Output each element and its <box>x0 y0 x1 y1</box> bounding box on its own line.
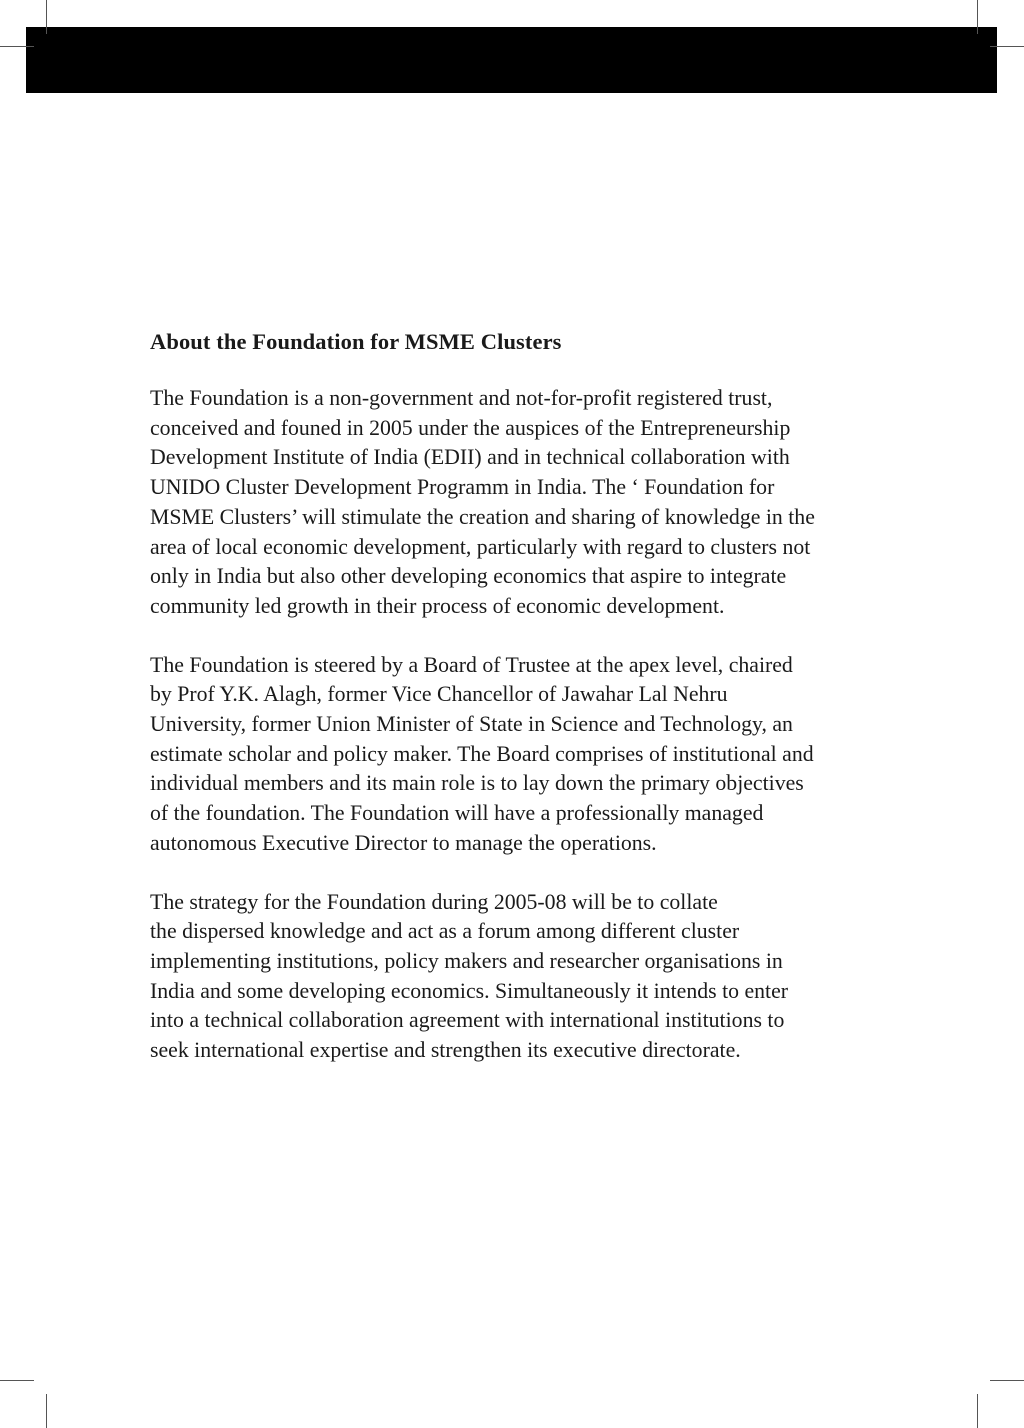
text-line: individual members and its main role is to lay down the primary objectives <box>150 771 804 796</box>
text-line: MSME Clusters’ will stimulate the creation and sharing of knowledge in the <box>150 504 815 529</box>
text-line: The Foundation is steered by a Board of Trustee at the apex level, chaired <box>150 652 793 677</box>
text-line: implementing institutions, policy makers and researcher organisations in <box>150 948 783 973</box>
crop-mark-top-right-vertical <box>977 0 978 34</box>
crop-mark-top-right-horizontal <box>990 46 1024 47</box>
crop-mark-top-left-vertical <box>46 0 47 34</box>
text-line: community led growth in their process of economic development. <box>150 593 725 618</box>
text-line: Development Institute of India (EDII) and in technical collaboration with <box>150 445 790 470</box>
text-line: University, former Union Minister of State in Science and Technology, an <box>150 712 793 737</box>
text-line: the dispersed knowledge and act as a forum among different cluster <box>150 919 740 944</box>
crop-mark-bottom-right-vertical <box>977 1394 978 1428</box>
document-body <box>150 326 910 1095</box>
crop-mark-bottom-left-vertical <box>46 1394 47 1428</box>
paragraph-1 <box>150 384 910 622</box>
text-line: The Foundation is a non-government and not-for-profit registered trust, <box>150 386 773 410</box>
text-line: conceived and founed in 2005 under the auspices of the Entrepreneurship <box>150 415 791 440</box>
text-line: by Prof Y.K. Alagh, former Vice Chancellor of Jawahar Lal Nehru <box>150 682 728 707</box>
paragraph-3 <box>150 888 910 1066</box>
text-line: The strategy for the Foundation during 2005-08 will be to collate <box>150 889 718 914</box>
text-line: UNIDO Cluster Development Programm in India. The ‘ Foundation for <box>150 475 775 500</box>
page-title: About the Foundation for MSME Clusters <box>150 329 562 354</box>
text-line: into a technical collaboration agreement with international institutions to <box>150 1008 785 1033</box>
text-line: autonomous Executive Director to manage the operations. <box>150 830 657 855</box>
header-bar <box>26 27 997 93</box>
text-line: India and some developing economics. Simultaneously it intends to enter <box>150 978 789 1003</box>
crop-mark-bottom-right-horizontal <box>990 1380 1024 1381</box>
text-line: of the foundation. The Foundation will have a professionally managed <box>150 801 764 826</box>
text-line: estimate scholar and policy maker. The Board comprises of institutional and <box>150 741 814 766</box>
paragraph-2 <box>150 651 910 859</box>
crop-mark-top-left-horizontal <box>0 46 34 47</box>
text-line: seek international expertise and strengthen its executive directorate. <box>150 1038 741 1063</box>
text-line: only in India but also other developing economics that aspire to integrate <box>150 564 787 589</box>
text-line: area of local economic development, particularly with regard to clusters not <box>150 534 811 559</box>
crop-mark-bottom-left-horizontal <box>0 1380 34 1381</box>
